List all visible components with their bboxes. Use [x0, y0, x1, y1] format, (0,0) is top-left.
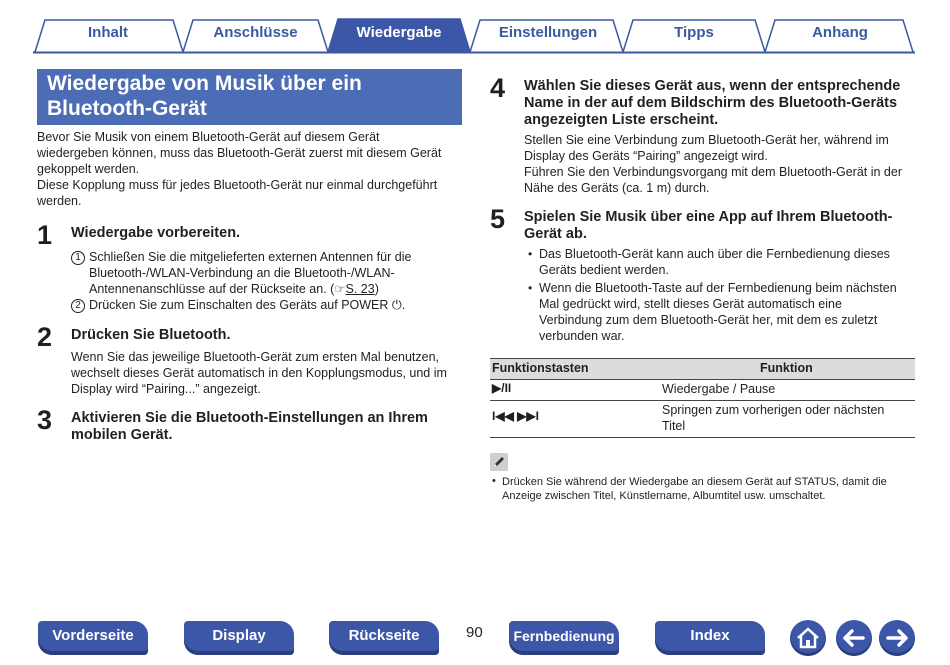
step-1-number: 1 [37, 220, 53, 250]
title-line: Spielen Sie Musik über eine App auf Ihrem Bluetooth- [524, 209, 893, 225]
home-icon [790, 620, 826, 656]
row-function [662, 402, 884, 434]
page-number: 90 [466, 624, 483, 641]
table-row [490, 401, 915, 438]
header-keys: Funktionstasten [492, 361, 589, 375]
intro-line: werden. [37, 194, 82, 208]
body-line: Wenn Sie das jeweilige Bluetooth-Gerät zum ersten Mal benutzen, [71, 350, 440, 364]
title-line: angezeigten Liste erscheint. [524, 112, 719, 128]
step-4-number: 4 [490, 73, 506, 103]
circled-number-1: 1 [71, 251, 85, 265]
pencil-note-icon [490, 453, 508, 471]
skip-prev-next-icon: I◀◀ ▶▶I [492, 409, 539, 423]
note-line: Anzeige zwischen Titel, Künstlername, Albumtitel usw. umschaltet. [502, 490, 826, 502]
step-4-title [524, 78, 919, 129]
bullet-icon: • [492, 475, 496, 487]
step-2-number: 2 [37, 322, 53, 352]
nav-index-button[interactable]: Index [655, 621, 765, 655]
row-function-line: Springen zum vorherigen oder nächsten [662, 403, 885, 417]
note-text [502, 475, 912, 503]
tab-anschluesse[interactable]: Anschlüsse [213, 24, 298, 41]
nav-display-button[interactable]: Display [184, 621, 294, 655]
home-button[interactable] [790, 620, 826, 656]
step-1-title: Wiedergabe vorbereiten. [71, 225, 241, 241]
top-tab-bar [33, 18, 915, 54]
section-title-line1: Wiedergabe von Musik über ein [47, 72, 362, 95]
power-icon: ⏻ [391, 298, 402, 312]
title-line: mobilen Gerät. [71, 427, 173, 443]
bullet-line: Verbindung zum dem Bluetooth-Gerät her, mit dem es zuletzt [539, 313, 878, 327]
bullet-line: Mal gedrückt wird, stellt dieses Gerät automatisch eine [539, 297, 842, 311]
bullet-line: verbunden war. [539, 329, 625, 343]
bullet-line: Wenn die Bluetooth-Taste auf der Fernbedienung beim nächsten [539, 281, 897, 295]
reference-hand-icon: ☞ [334, 282, 346, 296]
step-3-number: 3 [37, 405, 53, 435]
title-line: Gerät ab. [524, 226, 587, 242]
header-function: Funktion [760, 361, 813, 375]
bullet-icon: • [528, 247, 533, 261]
section-title-line2: Bluetooth-Gerät [47, 97, 207, 120]
step-1-item-1 [71, 249, 466, 297]
bullet-icon: • [528, 281, 533, 295]
tab-einstellungen[interactable]: Einstellungen [498, 24, 598, 41]
forward-button[interactable] [879, 620, 915, 656]
play-pause-icon: ▶/II [492, 381, 512, 395]
item-text: Antennenanschlüsse auf der Rückseite an. ( [89, 282, 335, 296]
nav-vorderseite-button[interactable]: Vorderseite [38, 621, 148, 655]
table-row [490, 379, 915, 401]
item-text: Schließen Sie die mitgelieferten externen Antennen für die [89, 250, 412, 264]
intro-line: Diese Kopplung muss für jedes Bluetooth-Gerät nur einmal durchgeführt [37, 178, 438, 192]
step-1-item-2: 2 Drücken Sie zum Einschalten des Geräts auf POWER ⏻. [71, 297, 466, 313]
body-line: Display wird “Pairing...” angezeigt. [71, 382, 261, 396]
item-text: ) [374, 282, 379, 296]
bullet-line: Geräts bedient werden. [539, 263, 669, 277]
row-function: Wiedergabe / Pause [662, 382, 776, 396]
item-text: Bluetooth-/WLAN-Verbindung an die Bluetooth-/WLAN- [89, 266, 395, 280]
tab-anhang[interactable]: Anhang [812, 24, 868, 41]
tab-inhalt[interactable]: Inhalt [88, 24, 128, 41]
step-5-bullet-1 [539, 246, 919, 278]
title-line: Wählen Sie dieses Gerät aus, wenn der entsprechende [524, 78, 901, 94]
page-reference-link[interactable]: S. 23 [345, 282, 375, 296]
step-3-title [71, 410, 466, 444]
body-line: Stellen Sie eine Verbindung zum Bluetooth-Gerät her, während im [524, 133, 889, 147]
intro-paragraph [37, 129, 467, 209]
body-line: Nähe des Geräts (ca. 1 m) durch. [524, 181, 710, 195]
bullet-line: Das Bluetooth-Gerät kann auch über die Fernbedienung dieses [539, 247, 890, 261]
body-line: Display des Geräts “Pairing” angezeigt wird. [524, 149, 768, 163]
intro-line: Bevor Sie Musik von einem Bluetooth-Gerät auf diesem Gerät [37, 130, 380, 144]
tab-tipps[interactable]: Tipps [674, 24, 714, 41]
nav-rueckseite-button[interactable]: Rückseite [329, 621, 439, 655]
item-text: Drücken Sie zum Einschalten des Geräts auf POWER [89, 298, 392, 312]
title-line: Name in der auf dem Bildschirm des Bluetooth-Geräts [524, 95, 898, 111]
back-button[interactable] [836, 620, 872, 656]
body-line: Führen Sie den Verbindungsvorgang mit dem Bluetooth-Gerät in der [524, 165, 903, 179]
circled-number-2: 2 [71, 299, 85, 313]
section-title [37, 69, 462, 125]
step-2-title: Drücken Sie Bluetooth. [71, 327, 231, 343]
tab-wiedergabe[interactable]: Wiedergabe [356, 24, 442, 41]
step-5-bullet-2 [539, 280, 919, 344]
step-4-body [524, 132, 919, 196]
step-5-title [524, 209, 919, 243]
step-2-body [71, 349, 466, 397]
body-line: wechselt dieses Gerät automatisch in den Kopplungsmodus, und im [71, 366, 447, 380]
intro-line: wiedergeben können, muss das Bluetooth-Gerät zuerst mit diesem Gerät [37, 146, 442, 160]
table-header [490, 358, 915, 380]
arrow-right-icon [879, 620, 915, 656]
nav-fernbedienung-button[interactable]: Fernbedienung [509, 621, 619, 655]
title-line: Aktivieren Sie die Bluetooth-Einstellungen an Ihrem [71, 410, 428, 426]
row-function-line: Titel [662, 419, 686, 433]
step-5-number: 5 [490, 204, 506, 234]
intro-line: gekoppelt werden. [37, 162, 140, 176]
arrow-left-icon [836, 620, 872, 656]
note-line: Drücken Sie während der Wiedergabe an diesem Gerät auf STATUS, damit die [502, 476, 887, 488]
